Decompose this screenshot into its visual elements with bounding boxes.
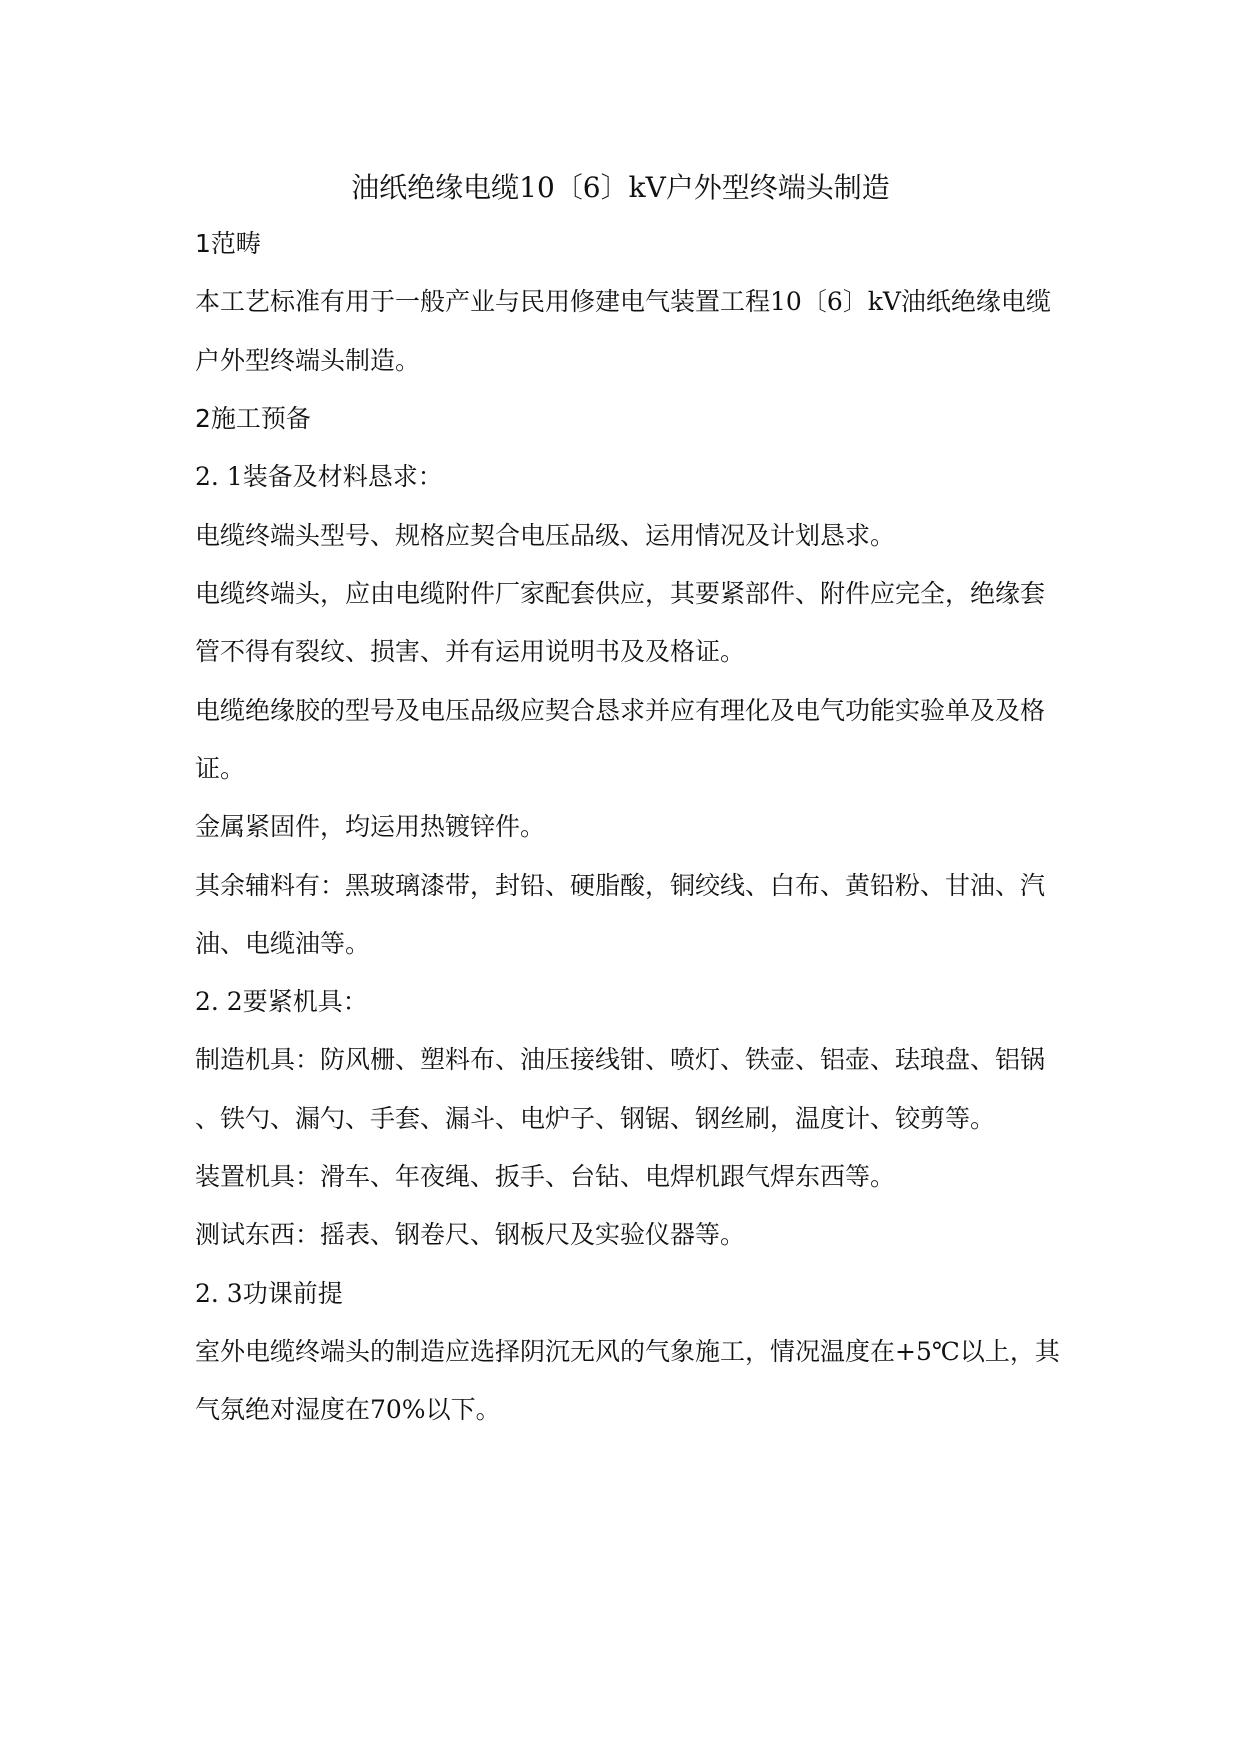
paragraph-line: 电缆终端头型号、规格应契合电压品级、运用情况及计划恳求。 — [195, 521, 896, 550]
subsection-heading: 2. 2要紧机具： — [195, 987, 368, 1016]
paragraph-line: 证。 — [195, 754, 246, 783]
paragraph-line: 室外电缆终端头的制造应选择阴沉无风的气象施工，情况温度在+5℃以上，其 — [195, 1337, 1060, 1366]
paragraph-line: 电缆终端头，应由电缆附件厂家配套供应，其要紧部件、附件应完全，绝缘套 — [195, 579, 1046, 608]
paragraph-line: 制造机具：防风栅、塑料布、油压接线钳、喷灯、铁壶、铝壶、珐琅盘、铝锅 — [195, 1045, 1046, 1074]
paragraph-line: 、铁勺、漏勺、手套、漏斗、电炉子、钢锯、钢丝刷，温度计、铰剪等。 — [195, 1104, 996, 1133]
subsection-heading: 2. 1装备及材料恳求： — [195, 462, 443, 491]
subsection-heading: 2. 3功课前提 — [195, 1279, 343, 1308]
paragraph-line: 本工艺标准有用于一般产业与民用修建电气装置工程10〔6〕kV油纸绝缘电缆 — [195, 287, 1051, 316]
paragraph-line: 金属紧固件，均运用热镀锌件。 — [195, 812, 546, 841]
paragraph-line: 电缆绝缘胶的型号及电压品级应契合恳求并应有理化及电气功能实验单及及格 — [195, 696, 1046, 725]
paragraph-line: 油、电缆油等。 — [195, 929, 371, 958]
paragraph-line: 测试东西：摇表、钢卷尺、钢板尺及实验仪器等。 — [195, 1220, 746, 1249]
paragraph-line: 装置机具：滑车、年夜绳、扳手、台钻、电焊机跟气焊东西等。 — [195, 1162, 896, 1191]
section-heading-scope: 1范畴 — [195, 229, 261, 258]
paragraph-line: 户外型终端头制造。 — [195, 346, 421, 375]
document-title: 油纸绝缘电缆10〔6〕kV户外型终端头制造 — [351, 171, 890, 204]
paragraph-line: 管不得有裂纹、损害、并有运用说明书及及格证。 — [195, 637, 746, 666]
paragraph-line: 其余辅料有：黑玻璃漆带，封铅、硬脂酸，铜绞线、白布、黄铅粉、甘油、汽 — [195, 871, 1046, 900]
section-heading-preparation: 2施工预备 — [195, 404, 311, 433]
paragraph-line: 气氛绝对湿度在70%以下。 — [195, 1395, 501, 1424]
